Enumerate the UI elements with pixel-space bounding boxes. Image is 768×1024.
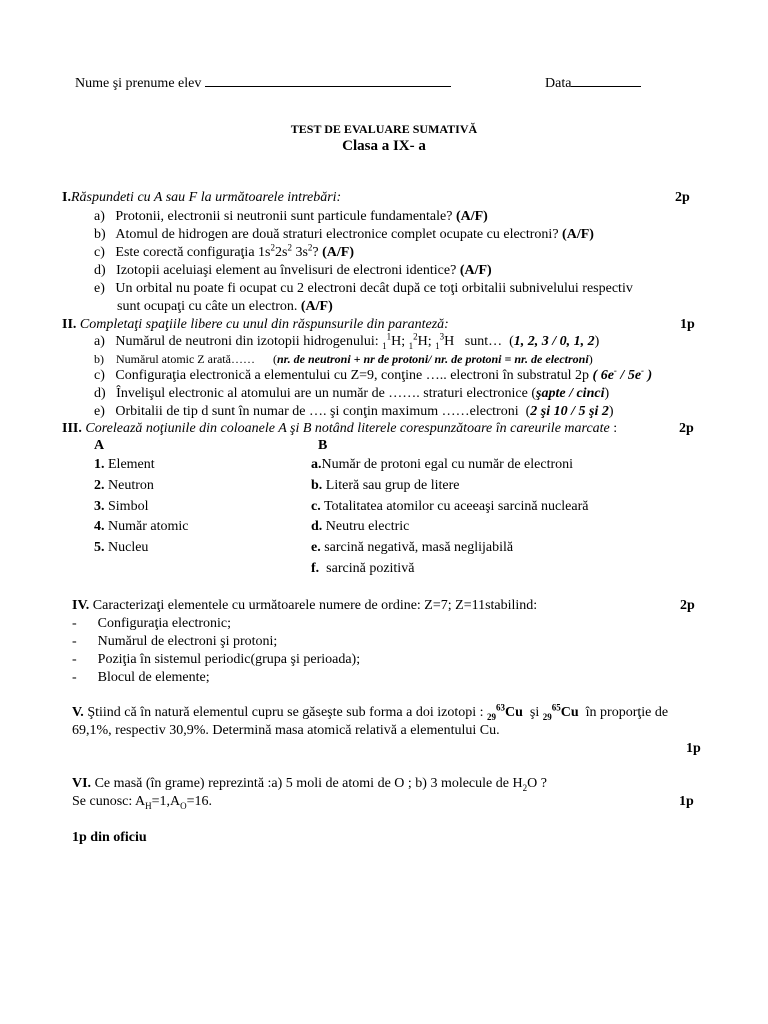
section-2-points: 1p xyxy=(680,317,695,332)
s1-item-a: a) Protonii, electronii si neutronii sunt particule fundamentale? (A/F) xyxy=(94,209,488,224)
column-b-item: f. sarcină pozitivă xyxy=(311,561,415,576)
column-a-item: 5. Nucleu xyxy=(94,540,149,555)
column-b-item: a.Număr de protoni egal cu număr de electroni xyxy=(311,457,574,472)
test-title: TEST DE EVALUARE SUMATIVĂ xyxy=(290,122,478,136)
s1-item-d: d) Izotopii aceluiaşi element au învelisuri de electroni identice? (A/F) xyxy=(94,263,492,278)
column-a-item: 4. Număr atomic xyxy=(94,519,189,534)
section-5-points: 1p xyxy=(686,741,701,756)
section-1-heading: I.Răspundeti cu A sau F la următoarele intrebări: xyxy=(62,190,342,205)
section-6-points: 1p xyxy=(679,794,694,809)
section-1-points: 2p xyxy=(675,190,690,205)
section-3-points: 2p xyxy=(679,421,694,436)
s4-bullet: - Configuraţia electronic; xyxy=(72,616,232,631)
s2-item-b: b) Numărul atomic Z arată…… (nr. de neutroni + nr de protoni/ nr. de protoni = nr. de electroni) xyxy=(94,352,593,366)
s2-item-e: e) Orbitalii de tip d sunt în numar de …. şi conţin maximum ……electroni (2 şi 10 / 5 şi 2) xyxy=(94,404,614,419)
column-b-item: c. Totalitatea atomilor cu aceeaşi sarcină nucleară xyxy=(311,499,589,514)
s4-bullet: - Numărul de electroni şi protoni; xyxy=(72,634,278,649)
column-b-header: B xyxy=(318,438,328,453)
section-2-heading: II. Completaţi spaţiile libere cu unul din răspunsurile din paranteză: xyxy=(62,317,449,332)
column-a-item: 2. Neutron xyxy=(94,478,154,493)
class-subtitle: Clasa a IX- a xyxy=(342,138,426,154)
section-5-text: V. Ştiind că în natură elementul cupru se găseşte sub forma a doi izotopi : $_{29}^{63}$Cu şi $_{29}^{65}$Cu în proporţie de xyxy=(72,702,669,722)
column-a-header: A xyxy=(94,438,105,453)
s1-item-b: b) Atomul de hidrogen are două straturi electronice complet ocupate cu electroni? (A/F) xyxy=(94,227,594,242)
s4-bullet: - Poziţia în sistemul periodic(grupa şi perioada); xyxy=(72,652,361,667)
s1-item-e: e) Un orbital nu poate fi ocupat cu 2 electroni decât după ce toţi orbitalii subnivelului respectiv xyxy=(94,281,633,296)
column-b-item: b. Literă sau grup de litere xyxy=(311,478,460,493)
column-b-item: d. Neutru electric xyxy=(311,519,410,534)
section-4-points: 2p xyxy=(680,598,695,613)
s2-item-d: d) Învelişul electronic al atomului are un număr de ……. straturi electronice (şapte / cinci) xyxy=(94,386,610,401)
bonus-points-note: 1p din oficiu xyxy=(72,830,147,845)
section-4-heading: IV. Caracterizaţi elementele cu următoarele numere de ordine: Z=7; Z=11stabilind: xyxy=(72,598,538,613)
s2-item-a: a) Numărul de neutroni din izotopii hidrogenului: $_1^1$H; $_1^2$H; $_1^3$H sunt… (1, 2, 3 / 0, 1, 2) xyxy=(94,331,600,351)
s4-bullet: - Blocul de elemente; xyxy=(72,670,210,685)
column-a-item: 1. Element xyxy=(94,457,155,472)
section-5-text-line2: 69,1%, respectiv 30,9%. Determină masa atomică relativă a elementului Cu. xyxy=(72,723,500,738)
s1-item-e-cont: sunt ocupaţi cu câte un electron. (A/F) xyxy=(117,299,333,314)
column-b-item: e. sarcină negativă, masă neglijabilă xyxy=(311,540,514,555)
date-line[interactable]: Data xyxy=(545,75,641,92)
section-3-heading: III. Corelează noţiunile din coloanele A şi B notând literele corespunzătoare în careurile marcate : xyxy=(62,421,618,436)
section-6-text: VI. Ce masă (în grame) reprezintă :a) 5 moli de atomi de O ; b) 3 molecule de $H_2O$ ? xyxy=(72,776,547,793)
s2-item-c: c) Configuraţia electronică a elementului cu Z=9, conţine ….. electroni în substratul 2p ( 6e- / 5e- ) xyxy=(94,365,653,383)
s1-item-c: c) Este corectă configuraţia $1s^22s^2$ $3s^2$? (A/F) xyxy=(94,242,354,260)
section-6-known: Se cunosc: $A_H=1,A_O=16$. xyxy=(72,794,213,811)
column-a-item: 3. Simbol xyxy=(94,499,149,514)
student-name-line[interactable]: Nume şi prenume elev xyxy=(75,75,451,92)
